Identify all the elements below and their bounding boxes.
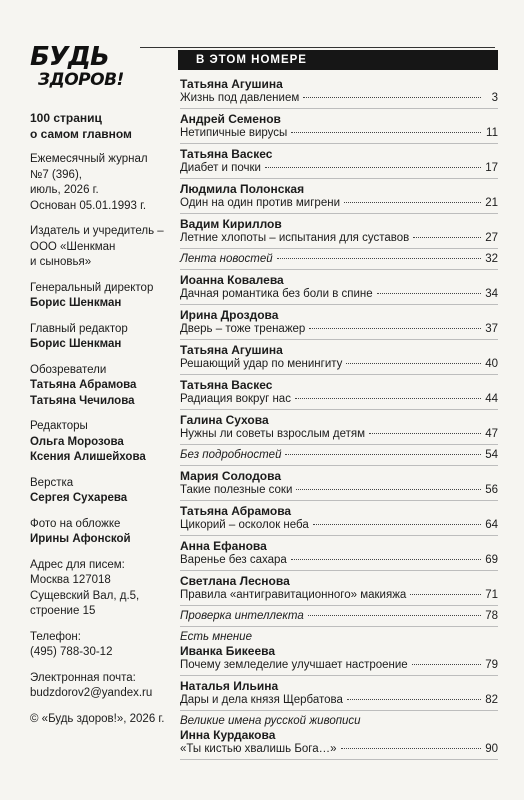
toc-entry-author: Галина Сухова	[180, 413, 269, 427]
toc-entry-line	[180, 448, 498, 462]
layout-name: Сергея Сухарева	[30, 492, 128, 504]
toc-entry-line	[180, 91, 498, 105]
publisher-line: Издатель и учредитель –	[30, 225, 164, 237]
tagline-line: о самом главном	[30, 127, 132, 141]
toc-entry-title: «Ты кистью хвалишь Бога…»	[180, 743, 337, 755]
toc-entry-title: Нужны ли советы взрослым детям	[180, 428, 366, 440]
toc-entry-title: Решающий удар по менингиту	[180, 358, 343, 370]
toc-entry-author: Андрей Семенов	[180, 112, 281, 126]
dot-leader	[346, 363, 481, 364]
toc-entry-page: 69	[485, 554, 498, 566]
toc-entry-line	[180, 252, 498, 266]
toc-entry-page: 34	[485, 288, 498, 300]
toc-entry-page: 47	[485, 428, 498, 440]
toc-entry-title: Нетипичные вирусы	[180, 127, 288, 139]
cover-photo-credit	[30, 517, 170, 548]
issue-info-line: №7 (396),	[30, 168, 82, 181]
dot-leader	[303, 97, 481, 98]
toc-entry-title: Лента новостей	[180, 253, 273, 265]
toc-entry-title: Без подробностей	[180, 449, 282, 461]
observer-name: Татьяна Абрамова	[30, 379, 137, 391]
toc-entry-title: Такие полезные соки	[180, 484, 293, 496]
issue-info	[30, 152, 170, 214]
toc-entry-page: 56	[485, 484, 498, 496]
toc-entry-author: Вадим Кириллов	[180, 217, 282, 231]
toc-entry-line	[180, 357, 498, 371]
toc-entry[interactable]	[180, 536, 498, 571]
toc-entry-title: Почему земледелие улучшает настроение	[180, 659, 408, 671]
editor-name: Ольга Морозова	[30, 435, 124, 448]
toc-entry[interactable]	[180, 305, 498, 340]
toc-entry-line	[180, 161, 498, 175]
toc-entry-page: 37	[485, 323, 498, 335]
contents-header: В ЭТОМ НОМЕРЕ	[178, 50, 498, 70]
address-line: строение 15	[30, 605, 96, 617]
toc-entry[interactable]	[180, 571, 498, 606]
toc-entry-line	[180, 287, 498, 301]
logo-line1: БУДЬ	[30, 42, 109, 72]
general-director-name: Борис Шенкман	[30, 297, 122, 309]
toc-entry-title: Дверь – тоже тренажер	[180, 323, 306, 335]
toc-entry-author: Иоанна Ковалева	[180, 273, 284, 287]
toc-entry-author: Анна Ефанова	[180, 539, 267, 553]
email-address: budzdorov2@yandex.ru	[30, 687, 153, 699]
toc-entry[interactable]	[180, 606, 498, 627]
editors-title: Редакторы	[30, 420, 88, 432]
dot-leader	[377, 293, 481, 294]
toc-entry[interactable]	[180, 711, 498, 760]
toc-entry-page: 27	[485, 232, 498, 244]
issue-info-line: Ежемесячный журнал	[30, 153, 148, 165]
dot-leader	[308, 615, 481, 616]
toc-entry-page: 71	[485, 589, 498, 601]
address-line: Адрес для писем:	[30, 558, 125, 571]
toc-entry[interactable]	[180, 109, 498, 144]
toc-entry-line	[180, 553, 498, 567]
toc-entry-line	[180, 658, 498, 672]
toc-entry-line	[180, 693, 498, 707]
toc-entry-page: 79	[485, 659, 498, 671]
toc-entry-title: Правила «антигравитационного» макияжа	[180, 589, 407, 601]
toc-entry-line	[180, 392, 498, 406]
toc-entry-line	[180, 588, 498, 602]
toc-entry[interactable]	[180, 676, 498, 711]
toc-entry[interactable]	[180, 74, 498, 109]
cover-photo-name: Ирины Афонской	[30, 533, 131, 545]
observers	[30, 363, 170, 410]
masthead-column	[30, 44, 170, 727]
toc-entry-page: 17	[485, 162, 498, 174]
phone-number: (495) 788-30-12	[30, 646, 113, 658]
cover-photo-title: Фото на обложке	[30, 517, 121, 530]
toc-entry-title: Диабет и почки	[180, 162, 261, 174]
toc-entry-author: Татьяна Агушина	[180, 77, 283, 91]
toc-entry-author: Ирина Дроздова	[180, 308, 279, 322]
toc-entry-author: Светлана Леснова	[180, 574, 290, 588]
dot-leader	[313, 524, 481, 525]
toc-entry-title: Летние хлопоты – испытания для суставов	[180, 232, 410, 244]
toc-entry[interactable]	[180, 410, 498, 445]
toc-entry-page: 44	[485, 393, 498, 405]
copyright: © «Будь здоров!», 2026 г.	[30, 712, 165, 725]
toc-entry[interactable]	[180, 375, 498, 410]
toc-entry-author: Иванка Бикеева	[180, 644, 276, 658]
toc-entry-page: 90	[485, 743, 498, 755]
toc-entry[interactable]	[180, 144, 498, 179]
layout-credit	[30, 476, 170, 507]
toc-entry[interactable]	[180, 214, 498, 249]
toc-entry-page: 3	[491, 92, 498, 104]
toc-entry-page: 78	[485, 610, 498, 622]
toc-entry-title: Варенье без сахара	[180, 554, 287, 566]
layout-title: Верстка	[30, 476, 74, 489]
dot-leader	[412, 664, 481, 665]
dot-leader	[344, 202, 481, 203]
toc-entry-line	[180, 231, 498, 245]
editors	[30, 419, 170, 466]
dot-leader	[285, 454, 481, 455]
toc-entry[interactable]	[180, 466, 498, 501]
toc-entry-title: Проверка интеллекта	[180, 610, 304, 622]
dot-leader	[291, 559, 481, 560]
address-line: Сущевский Вал, д.5,	[30, 589, 140, 602]
phone	[30, 630, 170, 661]
observers-title: Обозреватели	[30, 363, 107, 376]
toc-entry-page: 64	[485, 519, 498, 531]
toc-entry-author: Татьяна Васкес	[180, 147, 273, 161]
magazine-logo	[30, 44, 170, 96]
dot-leader	[413, 237, 481, 238]
toc-entry-title: Один на один против мигрени	[180, 197, 340, 209]
editor-name: Ксения Алишейхова	[30, 451, 146, 463]
address-line: Москва 127018	[30, 574, 111, 586]
dot-leader	[347, 699, 481, 700]
toc-entry-line	[180, 196, 498, 210]
toc-entry[interactable]	[180, 340, 498, 375]
toc-entry-line	[180, 518, 498, 532]
toc-entry-author: Наталья Ильина	[180, 679, 279, 693]
tagline-line: 100 страниц	[30, 111, 102, 125]
publisher-line: ООО «Шенкман	[30, 240, 116, 253]
chief-editor-name: Борис Шенкман	[30, 338, 122, 350]
toc-entry-line	[180, 322, 498, 336]
toc-entry[interactable]	[180, 445, 498, 466]
toc-entry-page: 40	[485, 358, 498, 370]
dot-leader	[277, 258, 481, 259]
dot-leader	[369, 433, 481, 434]
dot-leader	[295, 398, 481, 399]
publisher-line: и сыновья»	[30, 256, 92, 268]
toc-entry-author: Татьяна Абрамова	[180, 504, 292, 518]
dot-leader	[265, 167, 481, 168]
mailing-address	[30, 558, 170, 620]
toc-entry[interactable]	[180, 179, 498, 214]
toc-entry-page: 32	[485, 253, 498, 265]
toc-entry-page: 11	[486, 127, 498, 139]
email	[30, 671, 170, 702]
toc-entry-line	[180, 427, 498, 441]
toc-entry-line	[180, 483, 498, 497]
chief-editor	[30, 322, 170, 353]
toc-entry-author: Инна Курдакова	[180, 728, 276, 742]
toc-entry-line	[180, 609, 498, 623]
observer-name: Татьяна Чечилова	[30, 394, 135, 407]
dot-leader	[410, 594, 481, 595]
toc-entry-page: 82	[485, 694, 498, 706]
toc-entry-line	[180, 126, 498, 140]
toc-entry-rubric: Есть мнение	[180, 631, 252, 643]
toc-entry[interactable]	[180, 249, 498, 270]
toc-entry-title: Радиация вокруг нас	[180, 393, 291, 405]
dot-leader	[296, 489, 481, 490]
toc-entry-title: Дары и дела князя Щербатова	[180, 694, 343, 706]
table-of-contents	[180, 74, 498, 760]
dot-leader	[291, 132, 481, 133]
toc-entry-title: Цикорий – осколок неба	[180, 519, 309, 531]
email-title: Электронная почта:	[30, 671, 136, 684]
toc-entry-author: Мария Солодова	[180, 469, 282, 483]
phone-title: Телефон:	[30, 630, 81, 643]
toc-entry-author: Татьяна Васкес	[180, 378, 273, 392]
toc-entry-page: 54	[485, 449, 498, 461]
toc-entry-line	[180, 742, 498, 756]
issue-info-line: июль, 2026 г.	[30, 184, 99, 196]
toc-entry[interactable]	[180, 627, 498, 676]
toc-entry-author: Людмила Полонская	[180, 182, 305, 196]
dot-leader	[341, 748, 481, 749]
toc-entry-title: Жизнь под давлением	[180, 92, 300, 104]
toc-entry-author: Татьяна Агушина	[180, 343, 283, 357]
dot-leader	[309, 328, 481, 329]
toc-entry-title: Дачная романтика без боли в спине	[180, 288, 373, 300]
top-divider	[140, 47, 495, 48]
publisher-info	[30, 224, 170, 271]
general-director-title: Генеральный директор	[30, 281, 154, 294]
issue-info-line: Основан 05.01.1993 г.	[30, 199, 147, 212]
general-director	[30, 281, 170, 312]
toc-entry-rubric: Великие имена русской живописи	[180, 715, 361, 727]
toc-entry[interactable]	[180, 270, 498, 305]
tagline	[30, 110, 170, 142]
toc-entry-page: 21	[485, 197, 498, 209]
logo-line2: ЗДОРОВ!	[38, 70, 124, 90]
toc-entry[interactable]	[180, 501, 498, 536]
chief-editor-title: Главный редактор	[30, 322, 128, 335]
